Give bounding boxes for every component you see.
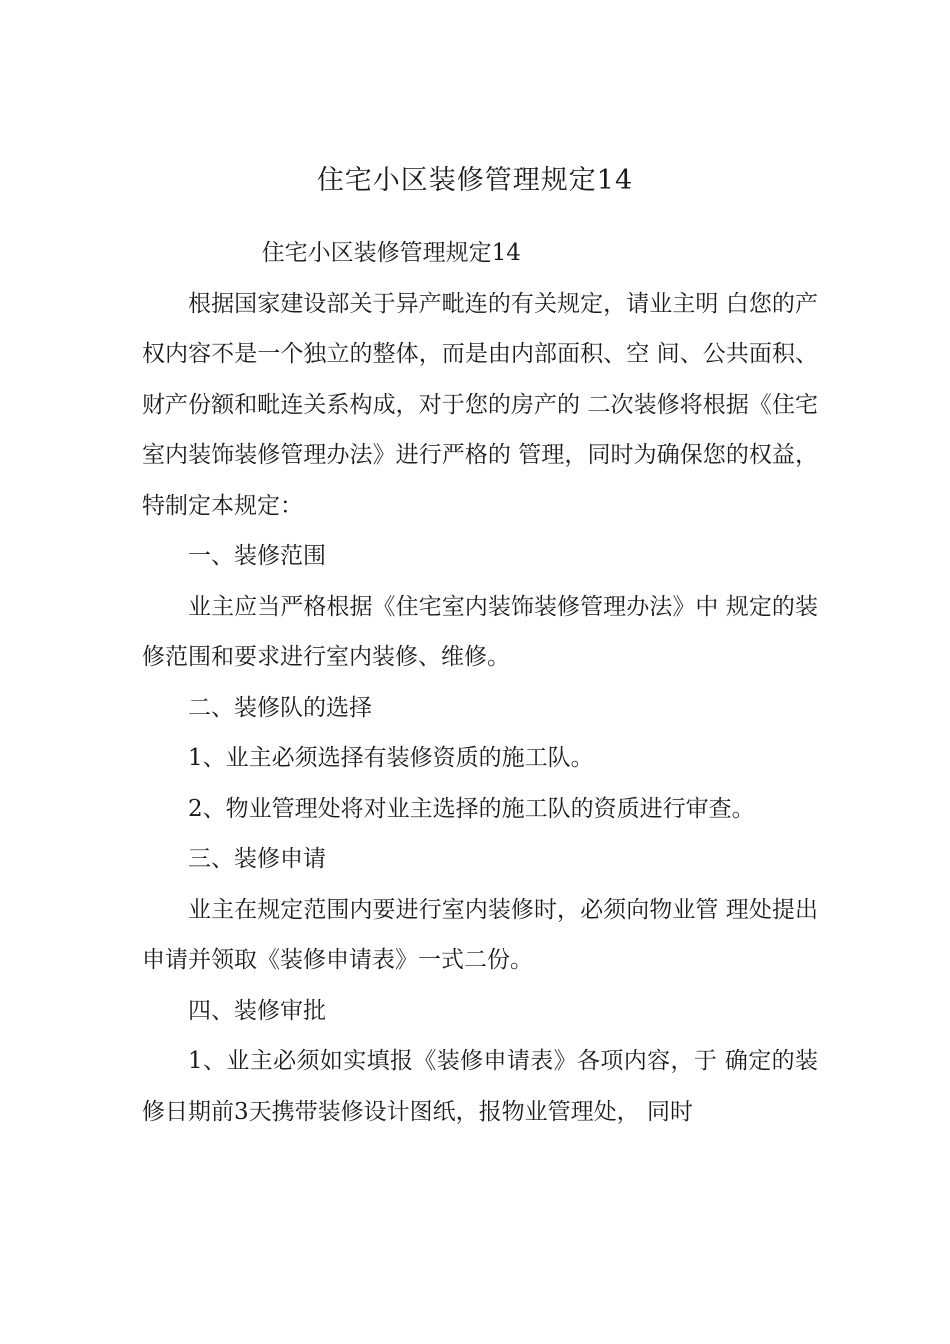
- document-body: [142, 228, 818, 1137]
- document-subtitle: 住宅小区装修管理规定14: [261, 240, 521, 266]
- paragraph-scope: 业主应当严格根据《住宅室内装饰装修管理办法》中 规定的装修范围和要求进行室内装修、维修。: [142, 593, 818, 670]
- paragraph-team-item-2: 2、物业管理处将对业主选择的施工队的资质进行审查。: [188, 795, 755, 822]
- section-heading-team-selection: 二、装修队的选择: [188, 694, 372, 721]
- section-heading-application: 三、装修申请: [188, 846, 326, 872]
- document-title: 住宅小区装修管理规定14: [316, 165, 634, 196]
- section-heading-scope: 一、装修范围: [188, 543, 326, 569]
- section-heading-approval: 四、装修审批: [188, 997, 326, 1024]
- paragraph-intro: 根据国家建设部关于异产毗连的有关规定，请业主明 白您的产权内容不是一个独立的整体，而是由内部面积、空 间、公共面积、财产份额和毗连关系构成，对于您的房产的 二次装修将根据《住宅室内装饰装修管理办法》进行严格的 管理，同时为确保您的权益，特制定本规定：: [142, 290, 818, 519]
- paragraph-application: 业主在规定范围内要进行室内装修时，必须向物业管 理处提出申请并领取《装修申请表》一式二份。: [142, 896, 818, 973]
- paragraph-team-item-1: 1、业主必须选择有装修资质的施工队。: [188, 745, 594, 771]
- paragraph-approval-item-1: 1、业主必须如实填报《装修申请表》各项内容，于 确定的装修日期前3天携带装修设计图纸，报物业管理处， 同时: [142, 1048, 818, 1125]
